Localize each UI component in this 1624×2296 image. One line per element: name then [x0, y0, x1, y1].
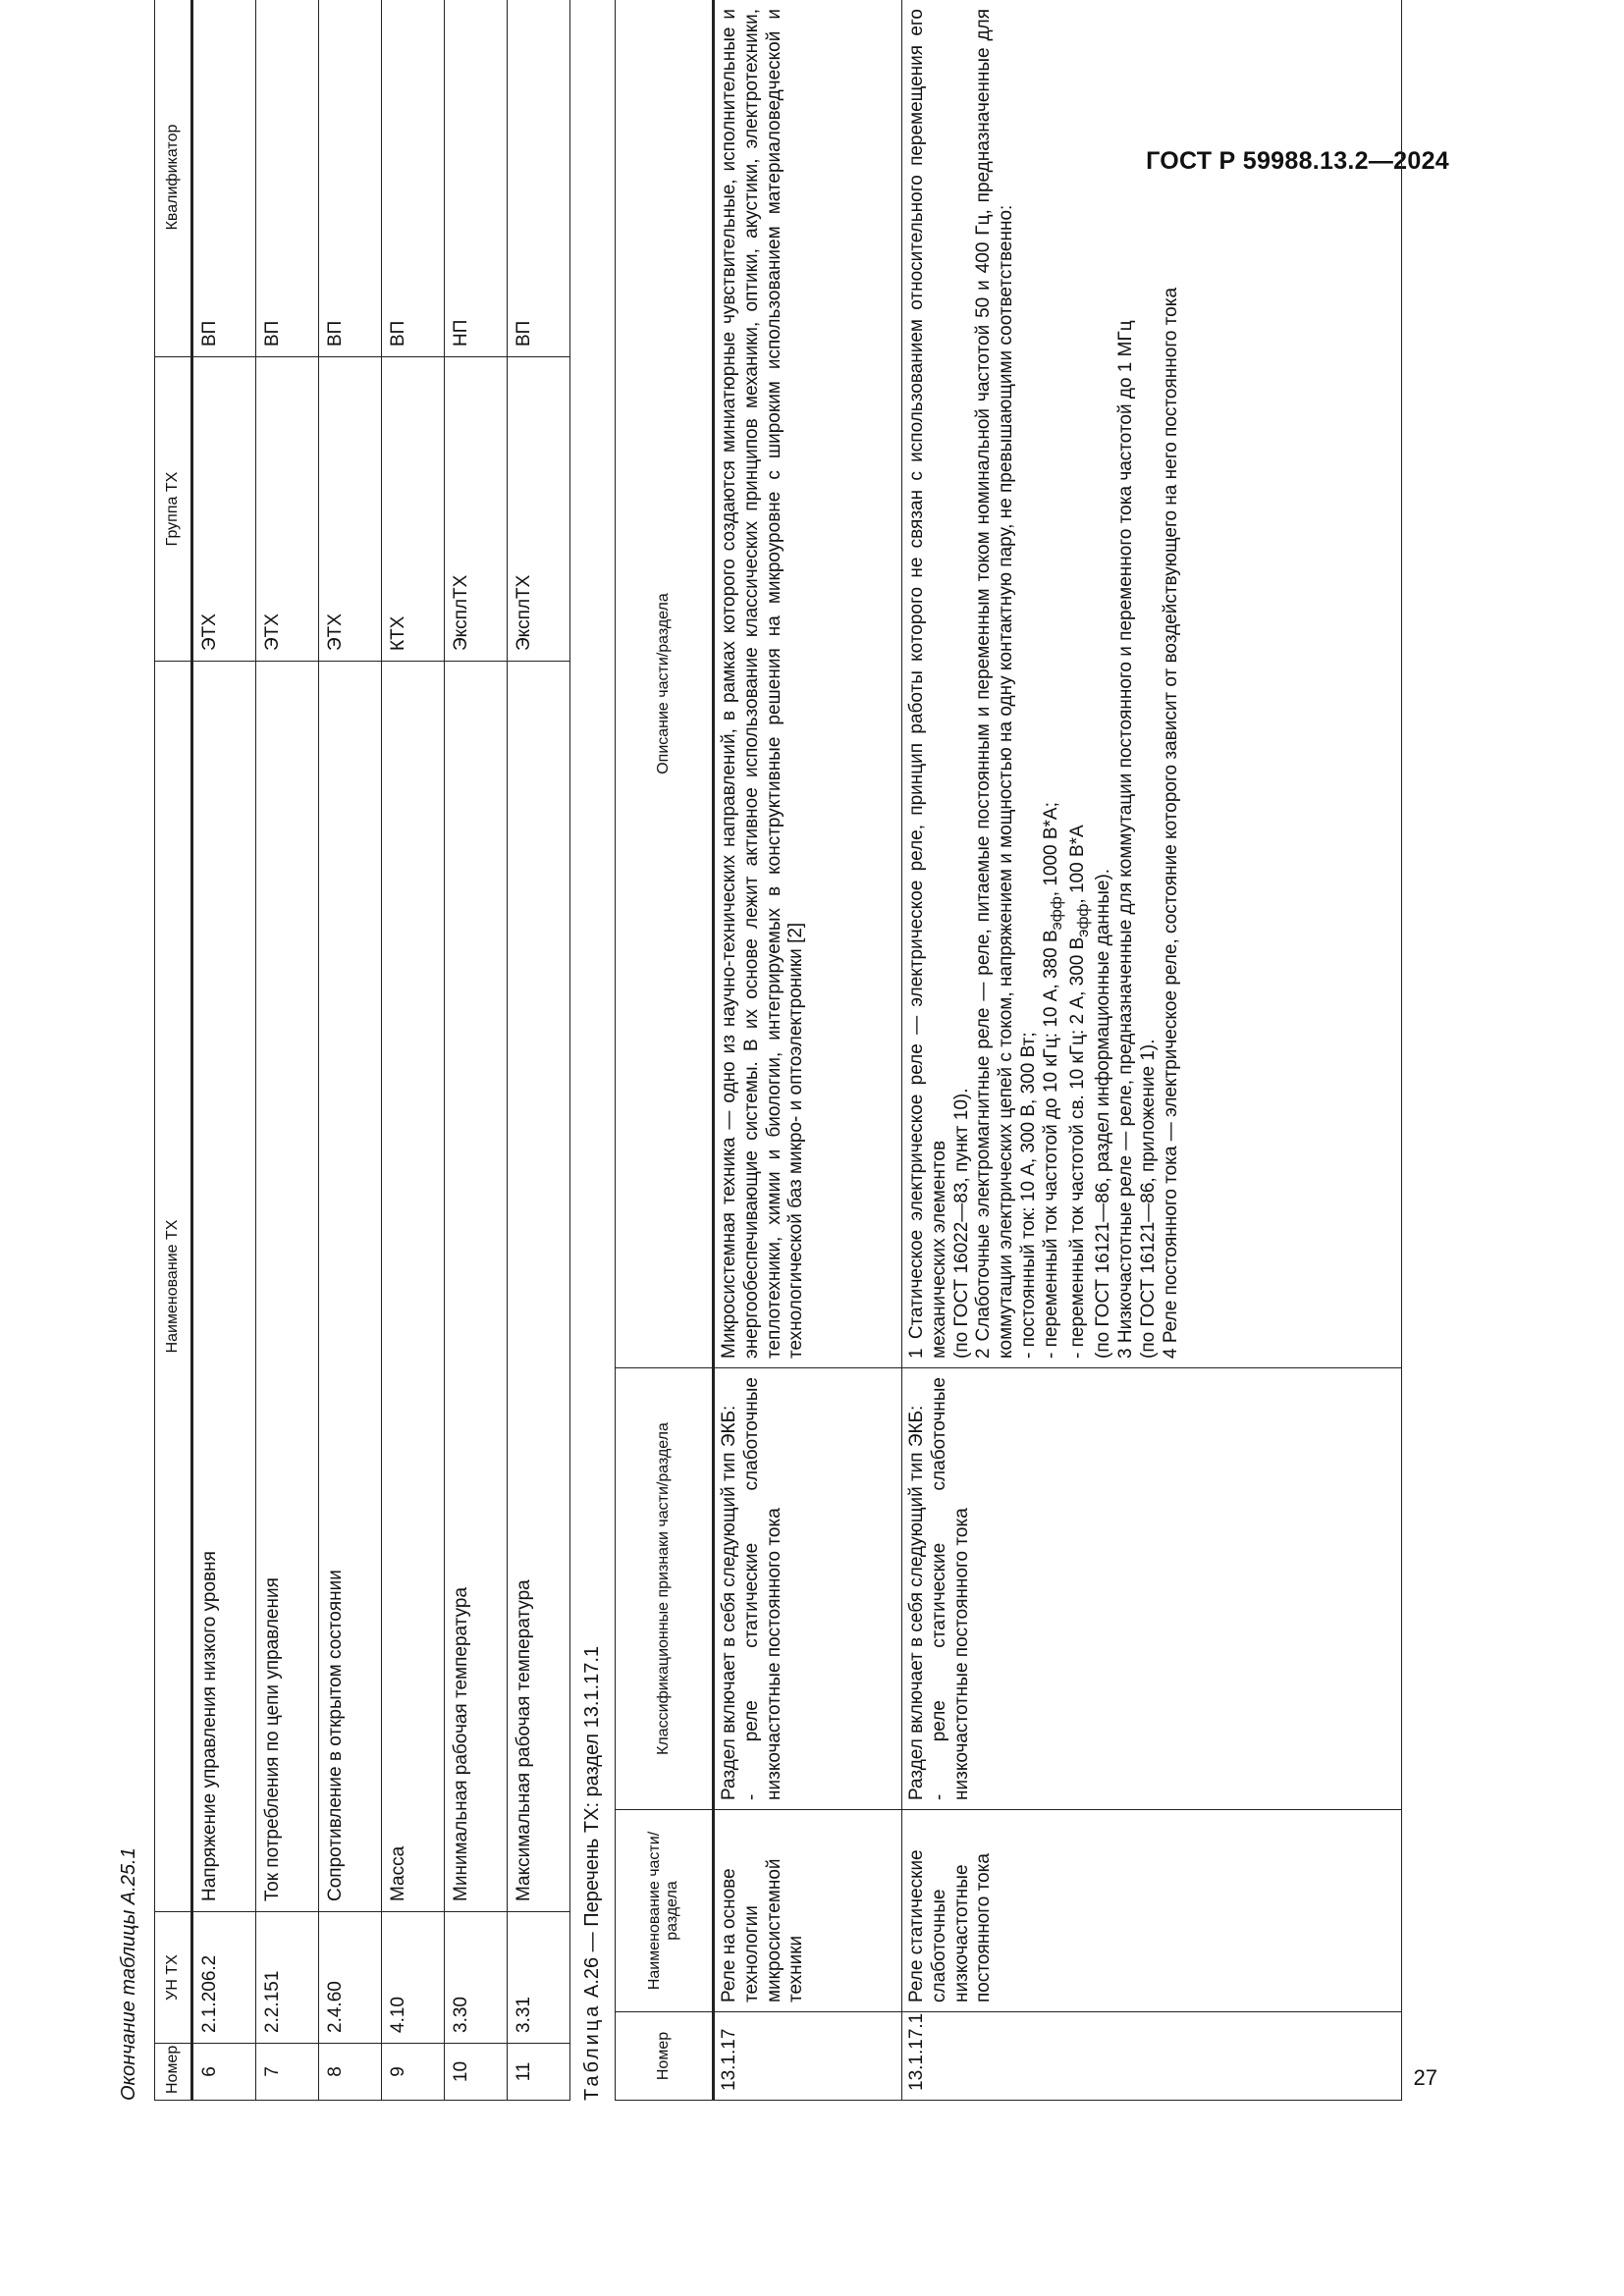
ac-limits-above-10khz-text: - переменный ток частотой св. 10 кГц: 2 А, 300 В — [1066, 936, 1088, 1359]
row-name: Масса — [382, 662, 445, 1912]
column-header-section-name: Наименование части/раздела — [616, 1810, 714, 2012]
row-section-name: Реле на основе технологии микросистемной техники — [714, 1810, 902, 2012]
definition-static-relay-reference: (по ГОСТ 16022—83, пункт 10). — [950, 1088, 972, 1359]
table-row — [192, 0, 256, 2101]
column-header-group: Группа ТХ — [155, 357, 192, 662]
column-header-name: Наименование ТХ — [155, 662, 192, 1912]
table-a26-caption-prefix: Таблица — [581, 2002, 603, 2101]
ac-limits-up-to-10khz-power: , 1000 В*А; — [1040, 802, 1061, 897]
ac-limits-above-10khz — [1067, 9, 1094, 1359]
row-qualifier: ВП — [319, 0, 382, 357]
table-row — [382, 0, 445, 2101]
definition-dc-relay: 4 Реле постоянного тока — электрическое реле, состояние которого зависит от воздействующего на него постоянного тока — [1160, 287, 1181, 1359]
row-group: КТХ — [382, 357, 445, 662]
row-group: ЭксплТХ — [445, 357, 508, 662]
definition-static-relay: 1 Статическое электрическое реле — электрическое реле, принцип работы которого не связан с использованием относительного перемещения его механических элементов — [906, 9, 949, 1359]
row-group: ЭТХ — [319, 357, 382, 662]
dc-limits: - постоянный ток: 10 А, 300 В, 300 Вт; — [1017, 1032, 1039, 1359]
table-row — [256, 0, 319, 2101]
column-header-code: УН ТХ — [155, 1912, 192, 2044]
table-row — [319, 0, 382, 2101]
row-classification: Раздел включает в себя следующий тип ЭКБ: - реле статические слаботочные низкочастотные постоянного тока — [714, 1368, 902, 1810]
row-description — [902, 0, 1402, 1368]
row-qualifier: НП — [445, 0, 508, 357]
row-number: 10 — [445, 2044, 508, 2101]
table-a26-caption — [581, 1646, 604, 2101]
row-group: ЭксплТХ — [508, 357, 570, 662]
table-row — [508, 0, 570, 2101]
standard-designation: ГОСТ Р 59988.13.2—2024 — [1146, 147, 1449, 175]
row-section-name: Реле статические слаботочные низкочастотные постоянного тока — [902, 1810, 1402, 2012]
column-header-qualifier: Квалификатор — [155, 0, 192, 357]
table-a26 — [615, 0, 1402, 2101]
row-number: 13.1.17.1 — [902, 2012, 1402, 2101]
row-name: Максимальная рабочая температура — [508, 662, 570, 1912]
row-group: ЭТХ — [256, 357, 319, 662]
table-a25 — [154, 0, 570, 2101]
row-number: 13.1.17 — [714, 2012, 902, 2101]
row-description: Микросистемная техника — одно из научно-технических направлений, в рамках которого создаются миниатюрные чувствительные, исполнительные и энергообеспечивающие системы. В их основе лежит активное использование классических принципов механики, оптики, акустики, электротехники, теплотехники, химии и биологии, интегрируемых в конструктивные решения на микроуровне с широким использованием материаловедческой и технологической баз микро- и оптоэлектроники [2] — [714, 0, 902, 1368]
ac-limits-up-to-10khz-text: - переменный ток частотой до 10 кГц: 10 А, 380 В — [1040, 930, 1061, 1359]
ac-limits-above-10khz-power: , 100 В*А — [1066, 825, 1088, 904]
row-number: 6 — [192, 2044, 256, 2101]
row-code: 3.30 — [445, 1912, 508, 2044]
row-code: 4.10 — [382, 1912, 445, 2044]
row-name: Напряжение управления низкого уровня — [192, 662, 256, 1912]
row-qualifier: ВП — [192, 0, 256, 357]
rms-subscript: эфф — [1048, 896, 1065, 931]
row-number: 11 — [508, 2044, 570, 2101]
rotated-landscape-content — [118, 0, 1394, 2101]
row-qualifier: ВП — [382, 0, 445, 357]
column-header-classification: Классификационные признаки части/раздела — [616, 1368, 714, 1810]
row-code: 3.31 — [508, 1912, 570, 2044]
row-code: 2.4.60 — [319, 1912, 382, 2044]
page-number: 27 — [1413, 2065, 1437, 2090]
row-code: 2.2.151 — [256, 1912, 319, 2044]
column-header-number: Номер — [155, 2044, 192, 2101]
row-name: Ток потребления по цепи управления — [256, 662, 319, 1912]
definition-low-frequency-relay-reference: (по ГОСТ 16121—86, приложение 1). — [1137, 1039, 1159, 1359]
row-qualifier: ВП — [508, 0, 570, 357]
table-row — [714, 0, 902, 2101]
table-a26-caption-text: А.26 — Перечень ТХ: раздел 13.1.17.1 — [581, 1645, 603, 1999]
table-a26-header-row — [616, 0, 714, 2101]
definition-low-frequency-relay: 3 Низкочастотные реле — реле, предназначенные для коммутации постоянного и переменного тока частотой до 1 МГц — [1115, 320, 1137, 1359]
rms-subscript: эфф — [1074, 903, 1092, 937]
definition-low-current-relay: 2 Слаботочные электромагнитные реле — реле, питаемые постоянным и переменным током номинальной частотой 50 и 400 Гц, предназначенные для коммутации электрических цепей с током, напряжением и мощностью на одну контактную пару, не превышающими соответственно: — [973, 9, 1017, 1359]
row-number: 7 — [256, 2044, 319, 2101]
column-header-description: Описание части/раздела — [616, 0, 714, 1368]
row-code: 2.1.206.2 — [192, 1912, 256, 2044]
row-name: Минимальная рабочая температура — [445, 662, 508, 1912]
ac-limits-up-to-10khz — [1041, 9, 1067, 1359]
row-group: ЭТХ — [192, 357, 256, 662]
row-name: Сопротивление в открытом состоянии — [319, 662, 382, 1912]
row-classification: Раздел включает в себя следующий тип ЭКБ: - реле статические слаботочные низкочастотные постоянного тока — [902, 1368, 1402, 1810]
table-row — [445, 0, 508, 2101]
table-a25-header-row — [155, 0, 192, 2101]
table-row — [902, 0, 1402, 2101]
row-number: 9 — [382, 2044, 445, 2101]
definition-low-current-relay-reference: (по ГОСТ 16121—86, раздел информационные данные). — [1093, 868, 1114, 1359]
column-header-number: Номер — [616, 2012, 714, 2101]
table-a25-caption: Окончание таблицы А.25.1 — [118, 1847, 139, 2101]
row-number: 8 — [319, 2044, 382, 2101]
row-qualifier: ВП — [256, 0, 319, 357]
